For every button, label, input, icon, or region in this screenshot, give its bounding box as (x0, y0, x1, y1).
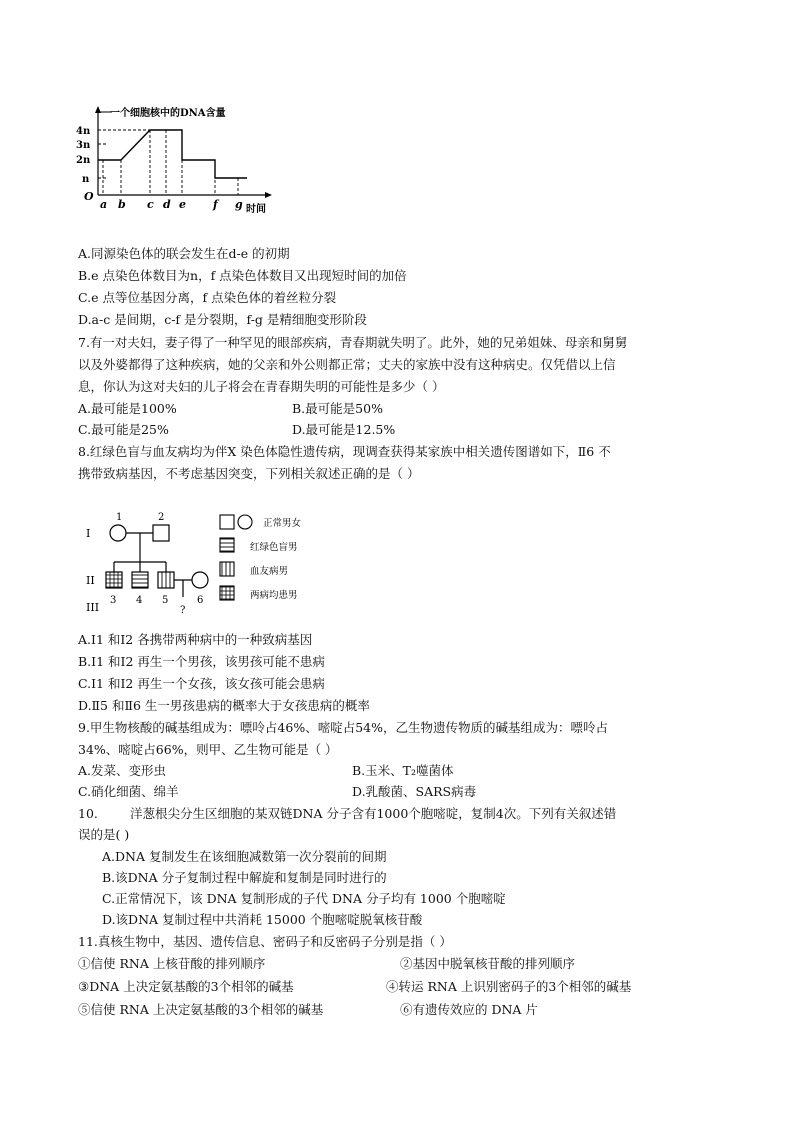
x-tick: a (100, 198, 108, 211)
individual-number: 5 (162, 595, 169, 606)
q11-item: ⑥有遗传效应的 DNA 片 (400, 1002, 538, 1017)
dna-curve (98, 130, 247, 178)
graph-title: 一个细胞核中的DNA含量 (110, 108, 226, 119)
q8-option-b: B.I1 和I2 再生一个男孩，该男孩可能不患病 (78, 654, 325, 669)
q10-stem-line: 误的是( ) (78, 827, 130, 842)
individual-6-female (192, 572, 208, 588)
individual-number: 2 (158, 512, 165, 523)
legend-hemophilia-label: 血友病男 (250, 566, 289, 577)
q9-option-d: D.乳酸菌、SARS病毒 (352, 784, 477, 799)
q7-option-a: A.最可能是100% (78, 401, 177, 416)
q9-stem-line: 34%、嘧啶占66%，则甲、乙生物可能是（ ） (78, 742, 338, 757)
unknown-offspring: ? (180, 605, 186, 616)
q8-option-a: A.I1 和I2 各携带两种病中的一种致病基因 (78, 632, 313, 647)
q7-option-d: D.最可能是12.5% (292, 422, 396, 437)
q11-item: ②基因中脱氧核苷酸的排列顺序 (400, 956, 576, 971)
x-tick: e (179, 198, 186, 211)
q11-item: ④转运 RNA 上识别密码子的3个相邻的碱基 (386, 979, 632, 994)
q10-option-a: A.DNA 复制发生在该细胞减数第一次分裂前的间期 (102, 849, 387, 864)
q10-stem-line: 洋葱根尖分生区细胞的某双链DNA 分子含有1000个胞嘧啶，复制4次。下列有关叙述错 (130, 806, 617, 821)
generation-label: III (86, 601, 100, 614)
q8-stem-line: 携带致病基因，不考虑基因突变，下列相关叙述正确的是（ ） (78, 466, 420, 481)
legend-hemophilia-symbol (220, 562, 234, 576)
legend-both-label: 两病均患男 (250, 590, 298, 601)
individual-number: 4 (136, 595, 143, 606)
q10-number: 10. (78, 806, 98, 821)
q6-option-d: D.a-c 是间期，c-f 是分裂期，f-g 是精细胞变形阶段 (78, 312, 367, 327)
y-tick: n (82, 174, 90, 185)
generation-label: II (86, 574, 95, 587)
q7-stem-line: 以及外婆都得了这种疾病，她的父亲和外公则都正常；丈夫的家族中没有这种病史。仅凭借以上信 (78, 357, 616, 372)
legend-color-blind-label: 红绿色盲男 (250, 542, 298, 553)
pedigree-chart (80, 505, 320, 620)
q7-stem-line: 息，你认为这对夫妇的儿子将会在青春期失明的可能性是多少（ ） (78, 379, 445, 394)
q9-option-a: A.发菜、变形虫 (78, 763, 167, 778)
q7-option-c: C.最可能是25% (78, 422, 169, 437)
y-tick: O (84, 190, 94, 203)
q8-stem-line: 8.红绿色盲与血友病均为伴X 染色体隐性遗传病，现调查获得某家族中相关遗传图谱如下，Ⅱ6 不 (78, 444, 611, 459)
individual-number: 6 (197, 595, 204, 606)
x-tick: c (147, 198, 154, 211)
individual-number: 3 (110, 595, 117, 606)
q8-option-d: D.Ⅱ5 和Ⅱ6 生一男孩患病的概率大于女孩患病的概率 (78, 698, 370, 713)
q8-option-c: C.I1 和I2 再生一个女孩，该女孩可能会患病 (78, 676, 325, 691)
q7-option-b: B.最可能是50% (292, 401, 383, 416)
q11-item: ⑤信使 RNA 上决定氨基酸的3个相邻的碱基 (78, 1002, 324, 1017)
q11-stem: 11.真核生物中，基因、遗传信息、密码子和反密码子分别是指（ ） (78, 934, 452, 949)
q9-option-b: B.玉米、T₂噬菌体 (352, 763, 454, 778)
legend-normal-female-symbol (238, 515, 252, 529)
q11-item: ①信使 RNA 上核苷酸的排列顺序 (78, 956, 266, 971)
legend-color-blind-symbol (220, 538, 234, 552)
q10-option-b: B.该DNA 分子复制过程中解旋和复制是同时进行的 (102, 870, 387, 885)
legend-normal-male-symbol (220, 515, 234, 529)
q10-option-c: C.正常情况下，该 DNA 复制形成的子代 DNA 分子均有 1000 个胞嘧啶 (102, 891, 506, 906)
individual-2-male (153, 525, 169, 541)
q10-option-d: D.该DNA 复制过程中共消耗 15000 个胞嘧啶脱氧核苷酸 (102, 912, 423, 927)
q7-stem-line: 7.有一对夫妇，妻子得了一种罕见的眼部疾病，青春期就失明了。此外，她的兄弟姐妹、母亲和舅舅 (78, 335, 628, 350)
generation-label: I (86, 527, 91, 540)
q9-option-c: C.硝化细菌、绵羊 (78, 784, 179, 799)
x-tick: d (163, 198, 171, 211)
y-tick: 2n (76, 155, 91, 166)
q9-stem-line: 9.甲生物核酸的碱基组成为：嘌呤占46%、嘧啶占54%，乙生物遗传物质的碱基组成为：嘌呤占 (78, 720, 608, 735)
legend-normal-label: 正常男女 (263, 518, 302, 529)
q6-option-b: B.e 点染色体数目为n，f 点染色体数目又出现短时间的加倍 (78, 268, 407, 283)
q6-option-a: A.同源染色体的联会发生在d-e 的初期 (78, 246, 290, 261)
dna-content-graph (70, 100, 290, 218)
individual-number: 1 (116, 512, 123, 523)
y-tick: 3n (76, 140, 91, 151)
individual-3-both-diseases (106, 572, 122, 588)
individual-1-female (110, 525, 126, 541)
individual-5-hemophilia (158, 572, 174, 588)
x-axis-label: 时间 (246, 204, 266, 215)
x-tick: b (118, 198, 126, 211)
individual-4-color-blind (132, 572, 148, 588)
y-tick: 4n (76, 126, 91, 137)
x-tick: f (213, 198, 218, 211)
x-tick: g (235, 198, 243, 211)
q11-item: ③DNA 上决定氨基酸的3个相邻的碱基 (78, 979, 294, 994)
legend-both-symbol (220, 586, 234, 600)
q6-option-c: C.e 点等位基因分离，f 点染色体的着丝粒分裂 (78, 290, 337, 305)
